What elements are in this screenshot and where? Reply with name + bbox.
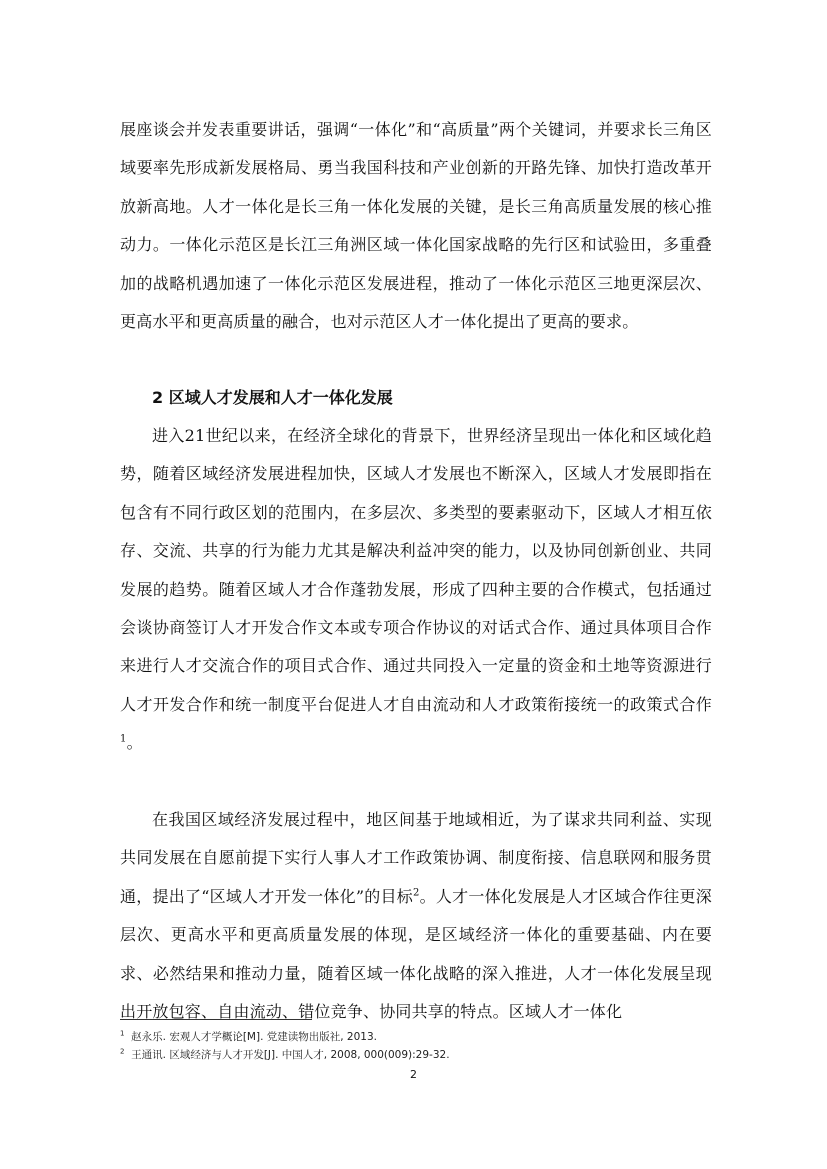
page-number: 2 bbox=[410, 1068, 417, 1081]
section-heading: 2 区域人才发展和人才一体化发展 bbox=[152, 388, 393, 407]
footnote-2-number: 2 bbox=[120, 1047, 125, 1056]
paragraph-2-end: 。 bbox=[126, 733, 143, 753]
footnote-ref-1[interactable]: 1 bbox=[120, 733, 127, 745]
footnote-ref-2[interactable]: 2 bbox=[413, 887, 420, 899]
paragraph-3-text-a: 在我国区域经济发展过程中，地区间基于地域相近，为了谋求共同利益、实现共同发展在自愿前提下实行人事人才工作政策协调、制度衔接、信息联网和服务贯通，提出了“区域人才开发一体化”的目标 bbox=[120, 810, 712, 906]
paragraph-2-text: 进入21世纪以来，在经济全球化的背景下，世界经济呈现出一体化和区域化趋势，随着区域经济发展进程加快，区域人才发展也不断深入，区域人才发展即指在包含有不同行政区划的范围内，在多层次、多类型的要素驱动下，区域人才相互依存、交流、共享的行为能力尤其是解决利益冲突的能力，以及协同创新创业、共同发展的趋势。随着区域人才合作蓬勃发展，形成了四种主要的合作模式，包括通过会谈协商签订人才开发合作文本或专项合作协议的对话式合作、通过具体项目合作来进行人才交流合作的项目式合作、通过共同投入一定量的资金和土地等资源进行人才开发合作和统一制度平台促进人才自由流动和人才政策衔接统一的政策式合作 bbox=[120, 426, 712, 714]
footnote-divider bbox=[120, 1019, 312, 1020]
footnote-1-number: 1 bbox=[120, 1029, 125, 1038]
body-paragraph-1: 展座谈会并发表重要讲话，强调“一体化”和“高质量”两个关键词，并要求长三角区域要率先形成新发展格局、勇当我国科技和产业创新的开路先锋、加快打造改革开放新高地。人才一体化是长三角一体化发展的关键，是长三角高质量发展的核心推动力。一体化示范区是长江三角洲区域一体化国家战略的先行区和试验田，多重叠加的战略机遇加速了一体化示范区发展进程，推动了一体化示范区三地更深层次、更高水平和更高质量的融合，也对示范区人才一体化提出了更高的要求。 bbox=[120, 120, 712, 332]
paragraph-3-text-b: 。人才一体化发展是人才区域合作往更深层次、更高水平和更高质量发展的体现，是区域经济一体化的重要基础、内在要求、必然结果和推动力量，随着区域一体化战略的深入推进，人才一体化发展呈现出开放包容、自由流动、错位竞争、协同共享的特点。区域人才一体化 bbox=[120, 886, 712, 1022]
footnote-2 bbox=[120, 1047, 720, 1063]
footnote-1-text: 赵永乐. 宏观人才学概论[M]. 党建读物出版社, 2013. bbox=[131, 1031, 377, 1043]
footnote-2-text: 王通讯. 区域经济与人才开发[J]. 中国人才, 2008, 000(009):29-32. bbox=[131, 1049, 450, 1061]
body-paragraph-3 bbox=[120, 801, 712, 1031]
body-paragraph-2 bbox=[120, 417, 712, 763]
footnote-1 bbox=[120, 1029, 720, 1045]
